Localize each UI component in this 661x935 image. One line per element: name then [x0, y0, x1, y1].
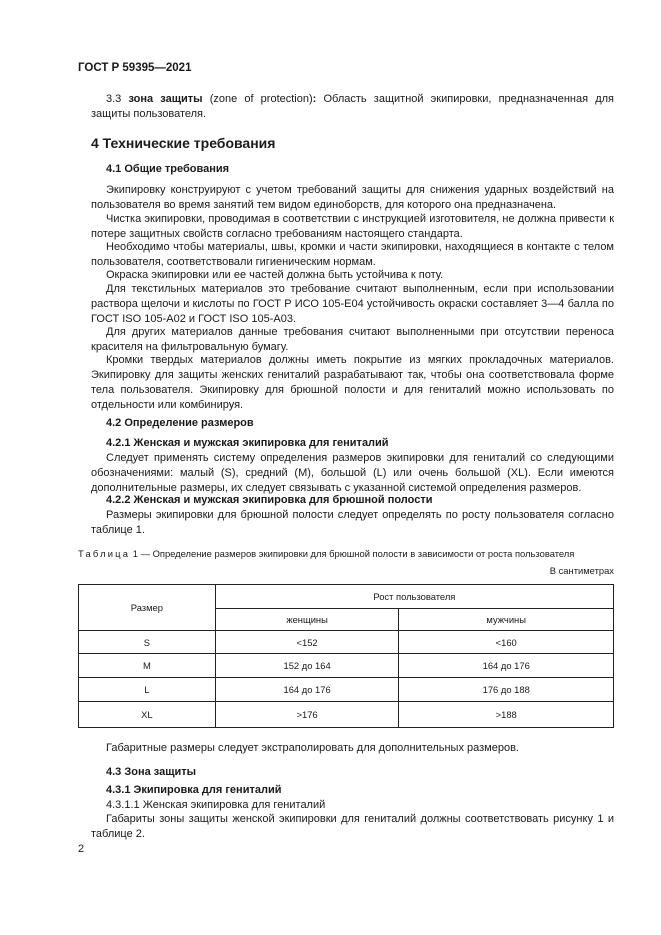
cell-men: 176 до 188	[399, 678, 614, 702]
section-4-2-title: 4.2 Определение размеров	[106, 417, 254, 429]
section-4-3-1-1-title: 4.3.1.1 Женская экипировка для гениталий	[106, 799, 326, 811]
cell-size: S	[79, 631, 216, 654]
section-4-2-2-title: 4.2.2 Женская и мужская экипировка для брюшной полости	[106, 494, 433, 506]
section-4-3-title: 4.3 Зона защиты	[106, 766, 197, 778]
cell-size: M	[79, 654, 216, 678]
paragraph: Для других материалов данные требования считают выполненными при отсутствии переноса красителя на фильтровальную бумагу.	[91, 326, 614, 353]
paragraph: Для текстильных материалов это требование считают выполненным, если при использовании раствора щелочи и кислоты по ГОСТ Р ИСО 105-Е04 устойчивость окраски составляет 3—4 балла по ГОСТ ISO 105-А02 и ГОСТ ISO 105-А03.	[91, 283, 614, 325]
paragraph: Необходимо чтобы материалы, швы, кромки и части экипировки, находящиеся в контакте с телом пользователя, соответствовали гигиеническим нормам.	[91, 241, 614, 268]
header-height: Рост пользователя	[215, 585, 613, 609]
cell-women: <152	[215, 631, 399, 654]
term-title: зона защиты	[128, 93, 203, 105]
section-4-1-title: 4.1 Общие требования	[106, 163, 230, 175]
table-header-row	[79, 585, 614, 609]
cell-men: <160	[399, 631, 614, 654]
cell-men: 164 до 176	[399, 654, 614, 678]
table-row	[79, 678, 614, 702]
paragraph: Габаритные размеры следует экстраполировать для дополнительных размеров.	[106, 742, 519, 754]
paragraph: Кромки твердых материалов должны иметь покрытие из мягких прокладочных материалов. Экипировку для защиты женских гениталий разрабатывают так, чтобы она соответствовала форме тела пользователя. Экипировку для брюшной полости и для гениталий можно использовать по отдельности или комбинируя.	[91, 354, 614, 411]
cell-size: L	[79, 678, 216, 702]
page-number: 2	[78, 843, 85, 855]
header-women: женщины	[215, 609, 399, 631]
header-size: Размер	[79, 585, 216, 631]
cell-women: 164 до 176	[215, 678, 399, 702]
section-4-2-1-title: 4.2.1 Женская и мужская экипировка для гениталий	[106, 437, 389, 449]
size-table	[78, 584, 614, 728]
paragraph: Габариты зоны защиты женской экипировки для гениталий должны соответствовать рисунку 1 и таблице 2.	[91, 813, 614, 840]
table-units: В сантиметрах	[549, 565, 614, 576]
table-row	[79, 654, 614, 678]
table-caption: Таблица 1 — Определение размеров экипировки для брюшной полости в зависимости от роста пользователя	[78, 548, 575, 559]
paragraph: Размеры экипировки для брюшной полости следует определять по росту пользователя согласно таблице 1.	[91, 509, 614, 536]
table-row	[79, 631, 614, 654]
paragraph: Чистка экипировки, проводимая в соответствии с инструкцией изготовителя, не должна привести к потере защитных свойств согласно требованиям настоящего стандарта.	[91, 213, 614, 240]
paragraph: Следует применять систему определения размеров экипировки для гениталий со следующими обозначениями: малый (S), средний (M), большой (L) или очень большой (XL). Если имеются дополнительные размеры, их следует связывать с указанной системой определения размеров.	[91, 452, 614, 494]
header-men: мужчины	[399, 609, 614, 631]
section-4-3-1-title: 4.3.1 Экипировка для гениталий	[106, 784, 282, 796]
table-row	[79, 702, 614, 728]
cell-men: >188	[399, 702, 614, 728]
cell-size: XL	[79, 702, 216, 728]
cell-women: >176	[215, 702, 399, 728]
cell-women: 152 до 164	[215, 654, 399, 678]
paragraph: Окраска экипировки или ее частей должна быть устойчива к поту.	[106, 269, 444, 281]
paragraph: Экипировку конструируют с учетом требований защиты для снижения ударных воздействий на пользователя во время занятий тем видом единоборств, для которого она предназначена.	[91, 184, 614, 211]
term-3-3: 3.3 зона защиты (zone of protection): Область защитной экипировки, предназначенная для защиты пользователя.	[91, 93, 615, 120]
section-4-title: 4 Технические требования	[91, 135, 276, 151]
document-header: ГОСТ Р 59395—2021	[78, 62, 192, 74]
